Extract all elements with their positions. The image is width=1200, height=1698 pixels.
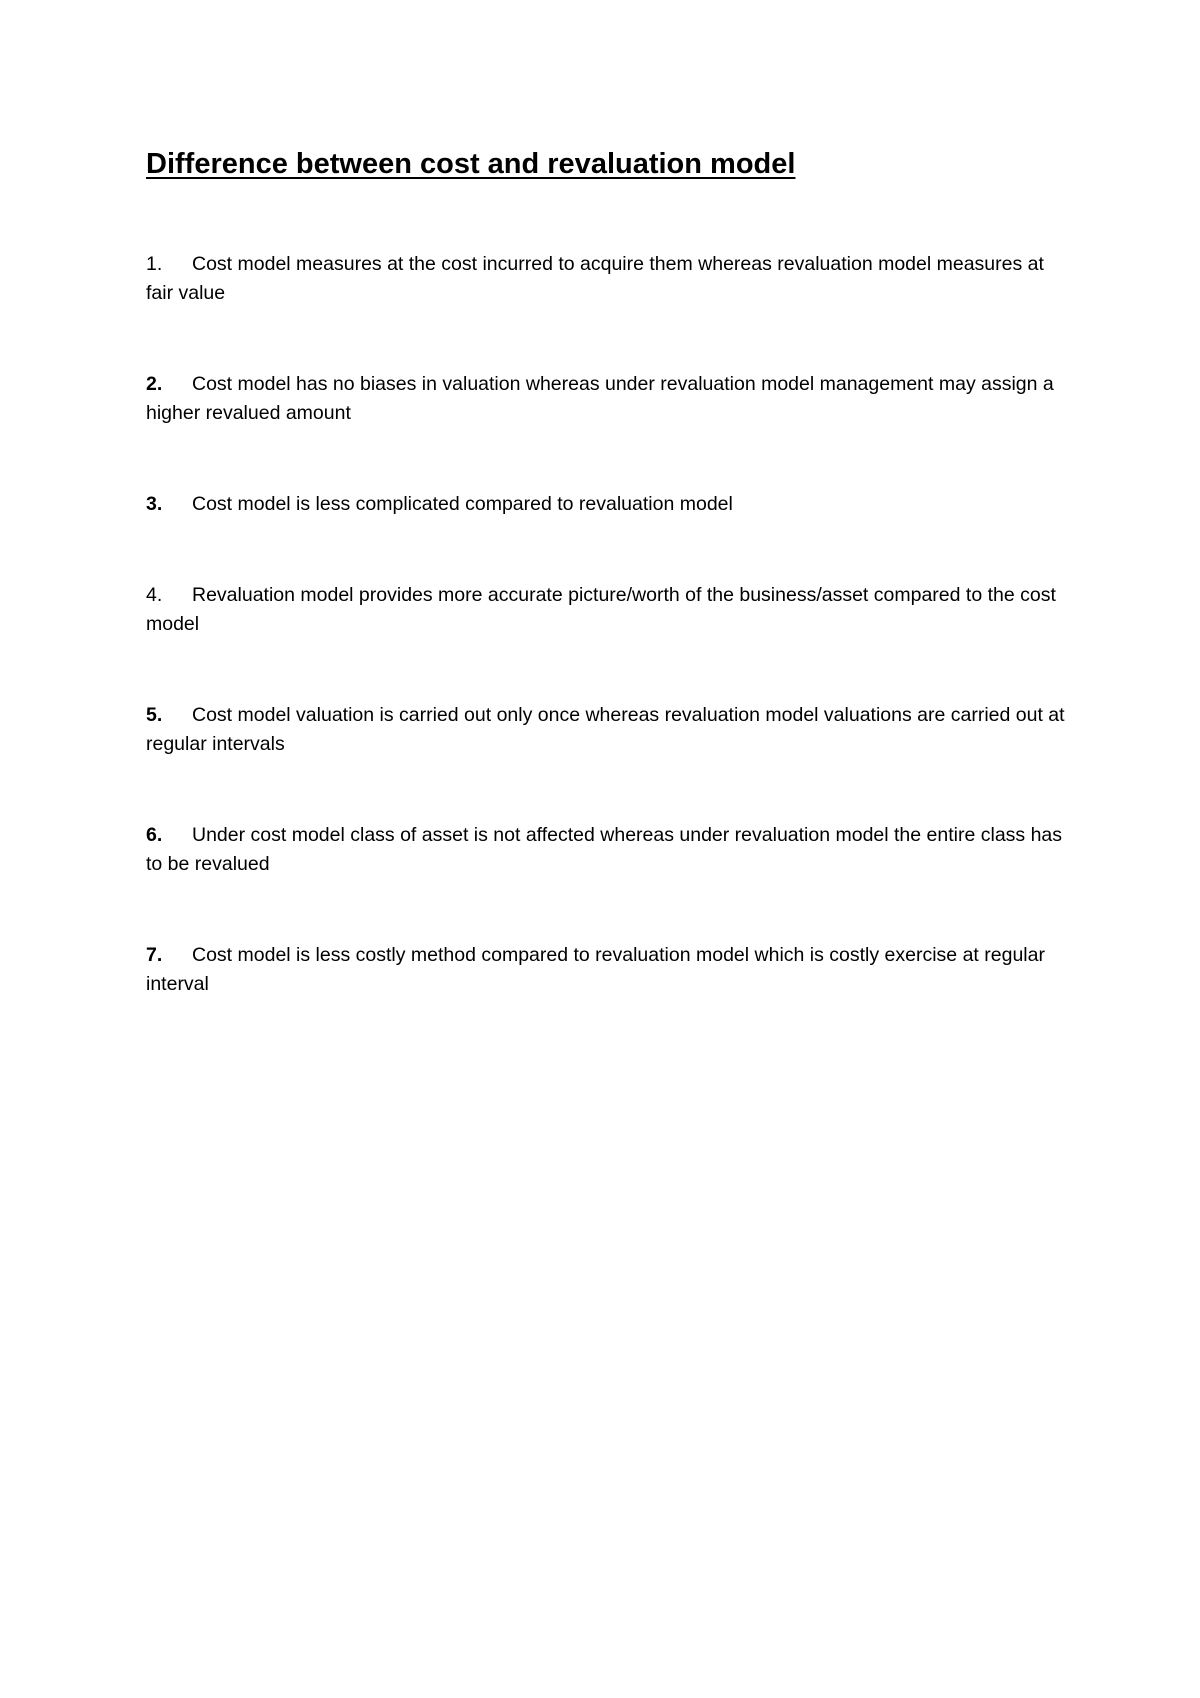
- list-item-text: Under cost model class of asset is not affected whereas under revaluation model the entire class has to be revalued: [146, 824, 1063, 875]
- list-item-number: 1.: [146, 253, 163, 275]
- list-item-text: Cost model has no biases in valuation whereas under revaluation model management may assign a higher revalued amount: [146, 373, 1054, 424]
- list-item-number: 3.: [146, 493, 163, 515]
- difference-list: [146, 250, 1066, 1061]
- list-item: [146, 490, 1066, 519]
- list-item: [146, 370, 1066, 428]
- list-item: [146, 821, 1066, 879]
- list-item: [146, 581, 1066, 639]
- page-title: Difference between cost and revaluation model: [146, 148, 796, 180]
- list-item: [146, 941, 1066, 999]
- list-item-text: Cost model is less costly method compared to revaluation model which is costly exercise at regular interval: [146, 944, 1045, 995]
- list-item-number: 7.: [146, 944, 163, 966]
- list-item: [146, 701, 1066, 759]
- list-item-text: Cost model measures at the cost incurred to acquire them whereas revaluation model measures at fair value: [146, 253, 1044, 304]
- list-item-number: 6.: [146, 824, 163, 846]
- list-item-text: Cost model is less complicated compared to revaluation model: [192, 493, 733, 515]
- list-item: [146, 250, 1066, 308]
- list-item-text: Revaluation model provides more accurate picture/worth of the business/asset compared to the cost model: [146, 584, 1056, 635]
- list-item-number: 2.: [146, 373, 163, 395]
- list-item-text: Cost model valuation is carried out only once whereas revaluation model valuations are carried out at regular intervals: [146, 704, 1065, 755]
- list-item-number: 5.: [146, 704, 163, 726]
- list-item-number: 4.: [146, 584, 163, 606]
